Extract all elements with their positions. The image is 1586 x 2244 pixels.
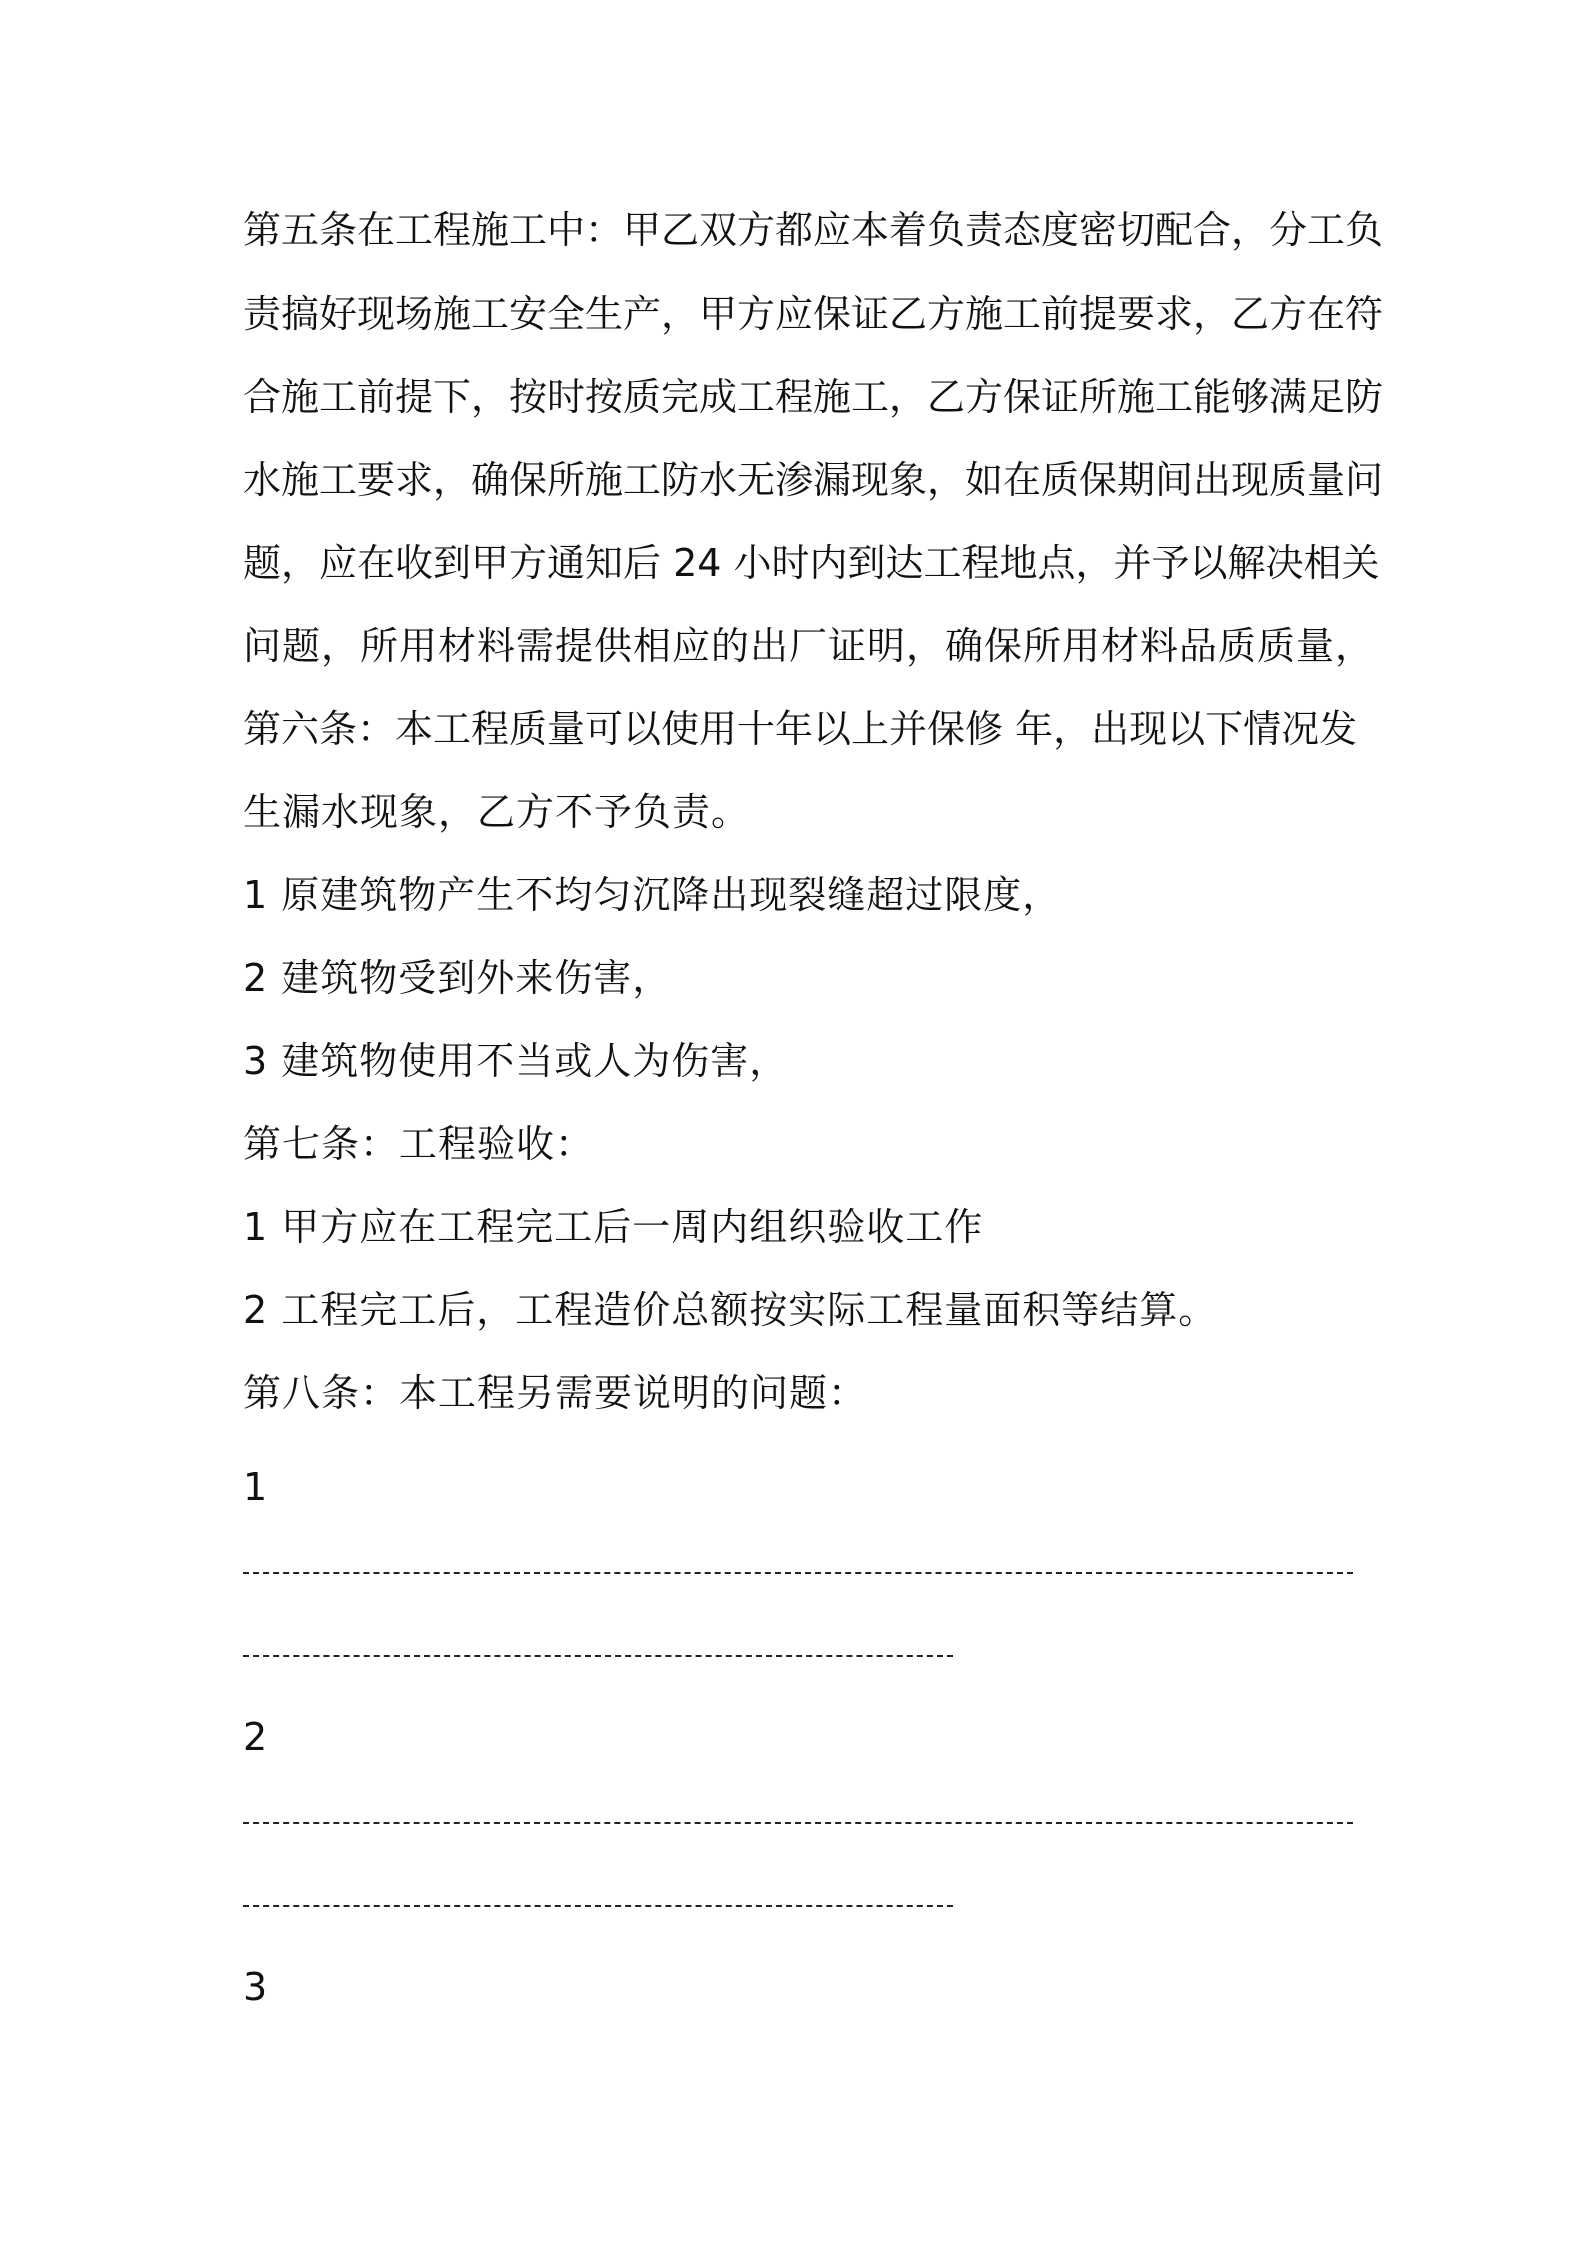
- article-7-item-1: 1 甲方应在工程完工后一周内组织验收工作: [243, 1205, 984, 1249]
- article-6-line-2: 生漏水现象，乙方不予负责。: [243, 790, 751, 834]
- article-7-heading: 第七条：工程验收：: [243, 1122, 595, 1166]
- blank-item-number-2: 2: [243, 1715, 269, 1759]
- article-5-line-3: 合施工前提下，按时按质完成工程施工，乙方保证所施工能够满足防: [243, 375, 1384, 419]
- article-6-item-3: 3 建筑物使用不当或人为伤害，: [243, 1039, 789, 1083]
- article-5-line-4: 水施工要求，确保所施工防水无渗漏现象，如在质保期间出现质量问: [243, 458, 1384, 502]
- article-8-heading: 第八条：本工程另需要说明的问题：: [243, 1371, 868, 1415]
- article-6-line-1: 第六条：本工程质量可以使用十年以上并保修 年，出现以下情况发: [243, 707, 1358, 751]
- blank-line-1a: [243, 1572, 1353, 1574]
- blank-item-number-1: 1: [243, 1465, 269, 1509]
- blank-line-2b: [243, 1905, 953, 1907]
- article-6-item-1: 1 原建筑物产生不均匀沉降出现裂缝超过限度，: [243, 873, 1062, 917]
- blank-line-1b: [243, 1655, 953, 1657]
- article-5-line-5: 题，应在收到甲方通知后 24 小时内到达工程地点，并予以解决相关: [243, 541, 1380, 585]
- article-5-line-1: 第五条在工程施工中：甲乙双方都应本着负责态度密切配合，分工负: [243, 208, 1384, 252]
- article-7-item-2: 2 工程完工后，工程造价总额按实际工程量面积等结算。: [243, 1288, 1218, 1332]
- article-5-line-2: 责搞好现场施工安全生产，甲方应保证乙方施工前提要求，乙方在符: [243, 292, 1384, 336]
- blank-line-2a: [243, 1822, 1353, 1824]
- blank-item-number-3: 3: [243, 1965, 269, 2009]
- article-5-line-6: 问题，所用材料需提供相应的出厂证明，确保所用材料品质质量，: [243, 624, 1375, 668]
- article-6-item-2: 2 建筑物受到外来伤害，: [243, 956, 672, 1000]
